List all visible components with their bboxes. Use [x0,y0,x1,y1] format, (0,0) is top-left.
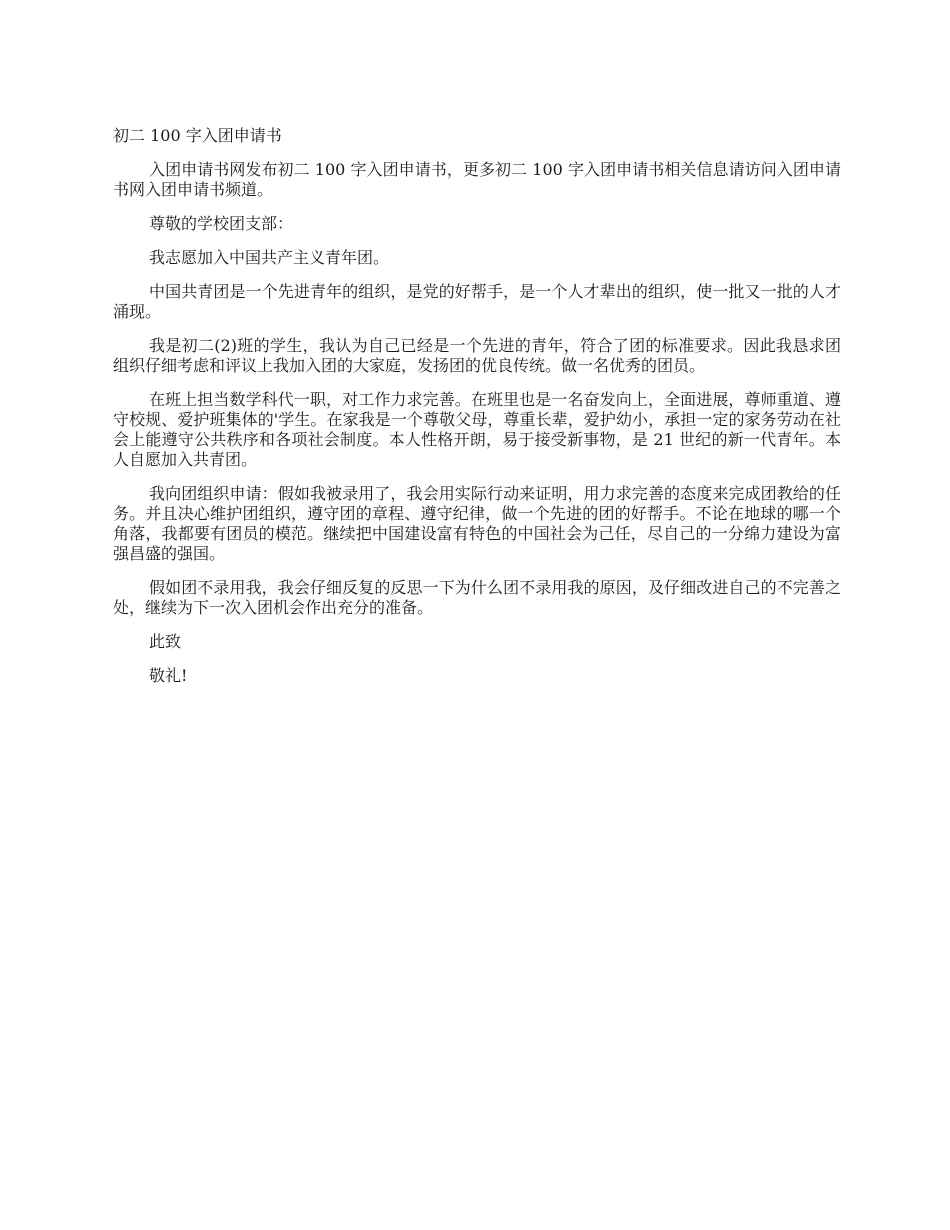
paragraph-about-league: 中国共青团是一个先进青年的组织，是党的好帮手，是一个人才辈出的组织，使一批又一批的人才涌现。 [113,282,841,321]
paragraph-commitment: 我向团组织申请：假如我被录用了，我会用实际行动来证明，用力求完善的态度来完成团教给的任务。并且决心维护团组织，遵守团的章程、遵守纪律，做一个先进的团的好帮手。不论在地球的哪一个角落，我都要有团员的模范。继续把中国建设富有特色的中国社会为己任，尽自己的一分绵力建设为富强昌盛的强国。 [113,484,841,563]
paragraph-if-rejected: 假如团不录用我，我会仔细反复的反思一下为什么团不录用我的原因，及仔细改进自己的不完善之处，继续为下一次入团机会作出充分的准备。 [113,578,841,617]
paragraph-salutation: 尊敬的学校团支部： [149,214,294,233]
closing-jingli: 敬礼! [149,666,188,685]
paragraph-intro: 入团申请书网发布初二 100 字入团申请书，更多初二 100 字入团申请书相关信息请访问入团申请书网入团申请书频道。 [113,160,841,199]
paragraph-declaration: 我志愿加入中国共产主义青年团。 [149,248,390,267]
closing-cizhi: 此致 [149,632,182,651]
paragraph-performance: 在班上担当数学科代一职，对工作力求完善。在班里也是一名奋发向上，全面进展，尊师重道、遵守校规、爱护班集体的'学生。在家我是一个尊敬父母，尊重长辈，爱护幼小，承担一定的家务劳动在社会上能遵守公共秩序和各项社会制度。本人性格开朗，易于接受新事物，是 21 世纪的新一代青年。本人自愿加入共青团。 [113,390,841,469]
document-title: 初二 100 字入团申请书 [113,126,282,145]
paragraph-self-introduction: 我是初二(2)班的学生，我认为自己已经是一个先进的青年，符合了团的标准要求。因此我恳求团组织仔细考虑和评议上我加入团的大家庭，发扬团的优良传统。做一名优秀的团员。 [113,336,841,375]
document-body [113,126,841,700]
